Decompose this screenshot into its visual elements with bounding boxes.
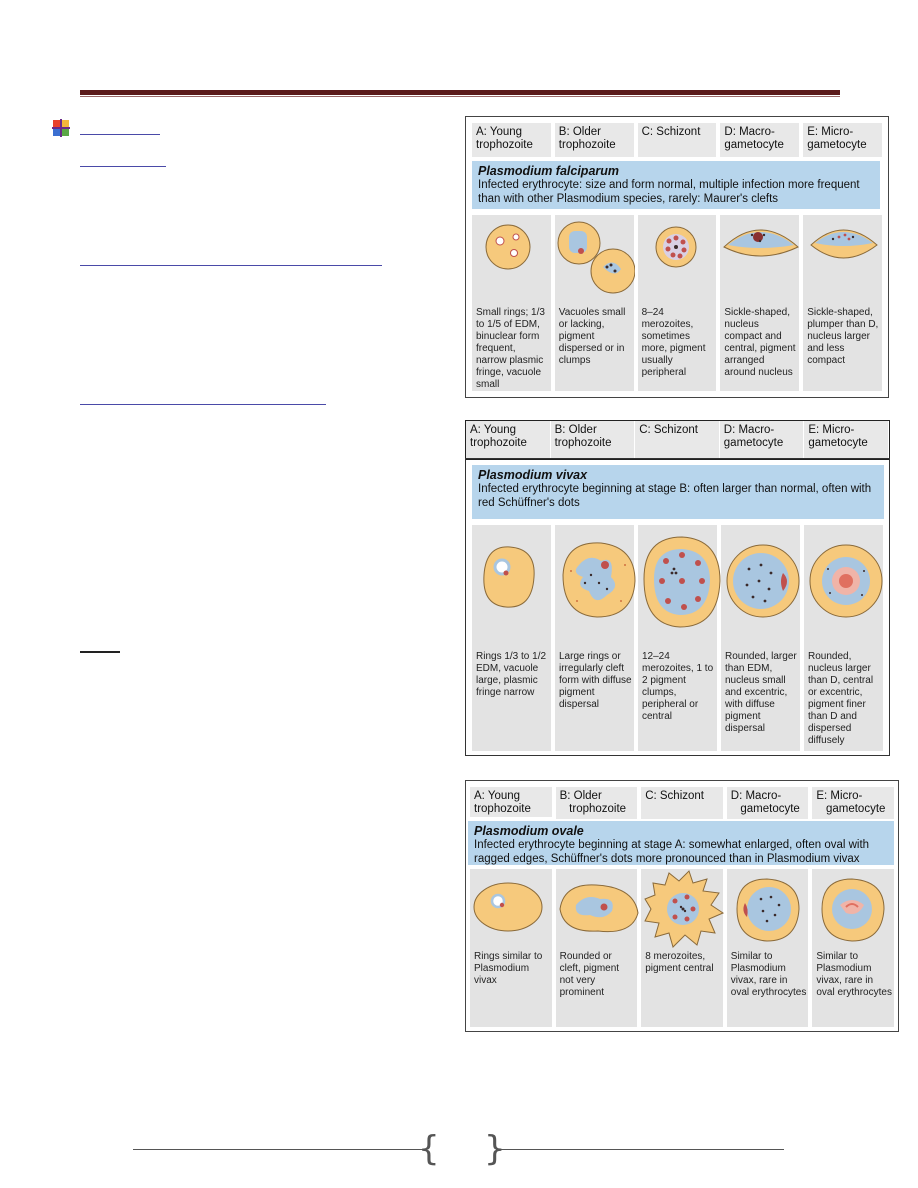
stage-d: D: Macro- gametocyte xyxy=(720,421,805,459)
cell-schizont xyxy=(638,215,717,391)
species-banner xyxy=(468,821,894,865)
footer-brace-left: { xyxy=(418,1129,440,1169)
cell-macrogametocyte xyxy=(727,869,809,1027)
stage-d: D: Macro- gametocyte xyxy=(727,787,809,819)
stage-e: E: Micro- gametocyte xyxy=(803,123,882,157)
stage-header-row xyxy=(466,123,888,157)
cell-microgametocyte xyxy=(803,215,882,391)
footer-line-left xyxy=(133,1149,423,1150)
section-link-underline-1[interactable] xyxy=(80,265,382,266)
stage-e: E: Micro- gametocyte xyxy=(812,787,894,819)
vivax-panel-body xyxy=(465,458,890,756)
erythrocyte-ring-illustration xyxy=(470,869,550,947)
caption: 8 merozoites, pigment central xyxy=(645,951,714,974)
header-rule xyxy=(80,90,840,95)
stage-c: C: Schizont xyxy=(638,123,717,157)
section-link-underline-2[interactable] xyxy=(80,404,326,405)
erythrocyte-microgametocyte-illustration xyxy=(812,869,892,947)
cell-older-trophozoite xyxy=(555,525,634,751)
stage-cells xyxy=(466,869,898,1027)
erythrocyte-macrogametocyte-illustration xyxy=(721,525,807,645)
subheading-link-underline[interactable] xyxy=(80,166,166,167)
caption: Similar to Plasmodium vivax, rare in oval erythrocytes xyxy=(816,951,892,998)
caption: Vacuoles small or lacking, pigment dispersed or in clumps xyxy=(558,307,626,366)
erythrocyte-microgametocyte-illustration xyxy=(803,215,885,285)
cell-young-trophozoite xyxy=(472,525,551,751)
cell-older-trophozoite xyxy=(556,869,638,1027)
ovale-panel xyxy=(465,780,899,1032)
caption: Rings 1/3 to 1/2 EDM, vacuole large, plasmic fringe narrow xyxy=(476,651,547,698)
cell-schizont xyxy=(638,525,717,751)
stage-a: A: Young trophozoite xyxy=(472,123,551,157)
stage-b: B: Older trophozoite xyxy=(551,421,636,459)
stage-b: B: Older trophozoite xyxy=(556,787,638,819)
footer-line-right xyxy=(496,1149,784,1150)
cell-microgametocyte xyxy=(812,869,894,1027)
cell-young-trophozoite xyxy=(472,215,551,391)
falciparum-panel xyxy=(465,116,889,398)
caption: Sickle-shaped, nucleus compact and central, pigment arranged around nucleus xyxy=(724,307,796,378)
stage-c: C: Schizont xyxy=(641,787,723,819)
footer-brace-right: } xyxy=(484,1129,506,1169)
stage-cells xyxy=(466,525,889,751)
cell-older-trophozoite xyxy=(555,215,634,391)
species-banner xyxy=(472,161,880,209)
cell-young-trophozoite xyxy=(470,869,552,1027)
stage-cells xyxy=(466,215,888,391)
cell-macrogametocyte xyxy=(721,525,800,751)
species-title: Plasmodium ovale xyxy=(474,824,584,838)
stage-a: A: Young trophozoite xyxy=(470,787,552,817)
caption: 8–24 merozoites, sometimes more, pigment usually peripheral xyxy=(641,307,706,378)
species-banner xyxy=(472,465,884,519)
species-title: Plasmodium falciparum xyxy=(478,164,620,178)
caption: Similar to Plasmodium vivax, rare in oval erythrocytes xyxy=(730,951,807,998)
cell-schizont xyxy=(641,869,723,1027)
stage-e: E: Micro- gametocyte xyxy=(804,421,889,459)
erythrocyte-older-illustration xyxy=(556,869,640,947)
bullet-icon xyxy=(52,119,70,137)
species-description: Infected erythrocyte: size and form normal, multiple infection more frequent than with other Plasmodium species, rarely: Maurer's clefts xyxy=(478,179,860,205)
cell-microgametocyte xyxy=(804,525,883,751)
stage-d: D: Macro- gametocyte xyxy=(720,123,799,157)
erythrocyte-schizont-illustration xyxy=(641,869,725,949)
caption: Rounded, larger than EDM, nucleus small and excentric, with diffuse pigment dispersal xyxy=(725,651,797,734)
note-underline xyxy=(80,651,120,653)
caption: Large rings or irregularly cleft form with diffuse pigment dispersal xyxy=(559,651,632,710)
erythrocyte-older-illustration xyxy=(555,215,635,299)
stage-header-row xyxy=(465,420,890,460)
caption: Small rings; 1/3 to 1/5 of EDM, binuclear form frequent, narrow plasmic fringe, vacuole small xyxy=(476,307,545,390)
erythrocyte-older-illustration xyxy=(555,525,641,645)
erythrocyte-ring-illustration xyxy=(472,215,552,295)
stage-a: A: Young trophozoite xyxy=(466,421,551,459)
heading-link-underline[interactable] xyxy=(80,134,160,135)
erythrocyte-schizont-illustration xyxy=(638,215,718,295)
stage-b: B: Older trophozoite xyxy=(555,123,634,157)
caption: Rounded or cleft, pigment not very prominent xyxy=(559,951,620,998)
header-rule-thin xyxy=(80,96,840,97)
species-description: Infected erythrocyte beginning at stage A: somewhat enlarged, often oval with ragged edges, Schüffner's dots more pronounced than in Plasmodium vivax xyxy=(474,839,870,865)
erythrocyte-schizont-illustration xyxy=(638,525,724,645)
stage-c: C: Schizont xyxy=(635,421,720,459)
species-title: Plasmodium vivax xyxy=(478,468,588,482)
erythrocyte-ring-illustration xyxy=(472,525,552,645)
cell-macrogametocyte xyxy=(720,215,799,391)
species-description: Infected erythrocyte beginning at stage B: often larger than normal, often with red Schüffner's dots xyxy=(478,483,872,509)
erythrocyte-macrogametocyte-illustration xyxy=(720,215,802,285)
stage-header-row xyxy=(466,787,898,819)
erythrocyte-microgametocyte-illustration xyxy=(804,525,890,645)
caption: 12–24 merozoites, 1 to 2 pigment clumps, peripheral or central xyxy=(642,651,714,722)
caption: Sickle-shaped, plumper than D, nucleus larger and less compact xyxy=(807,307,879,366)
caption: Rounded, nucleus larger than D, central or excentric, pigment finer than D and dispersed diffusely xyxy=(808,651,874,746)
erythrocyte-macrogametocyte-illustration xyxy=(727,869,807,947)
caption: Rings similar to Plasmodium vivax xyxy=(474,951,543,986)
